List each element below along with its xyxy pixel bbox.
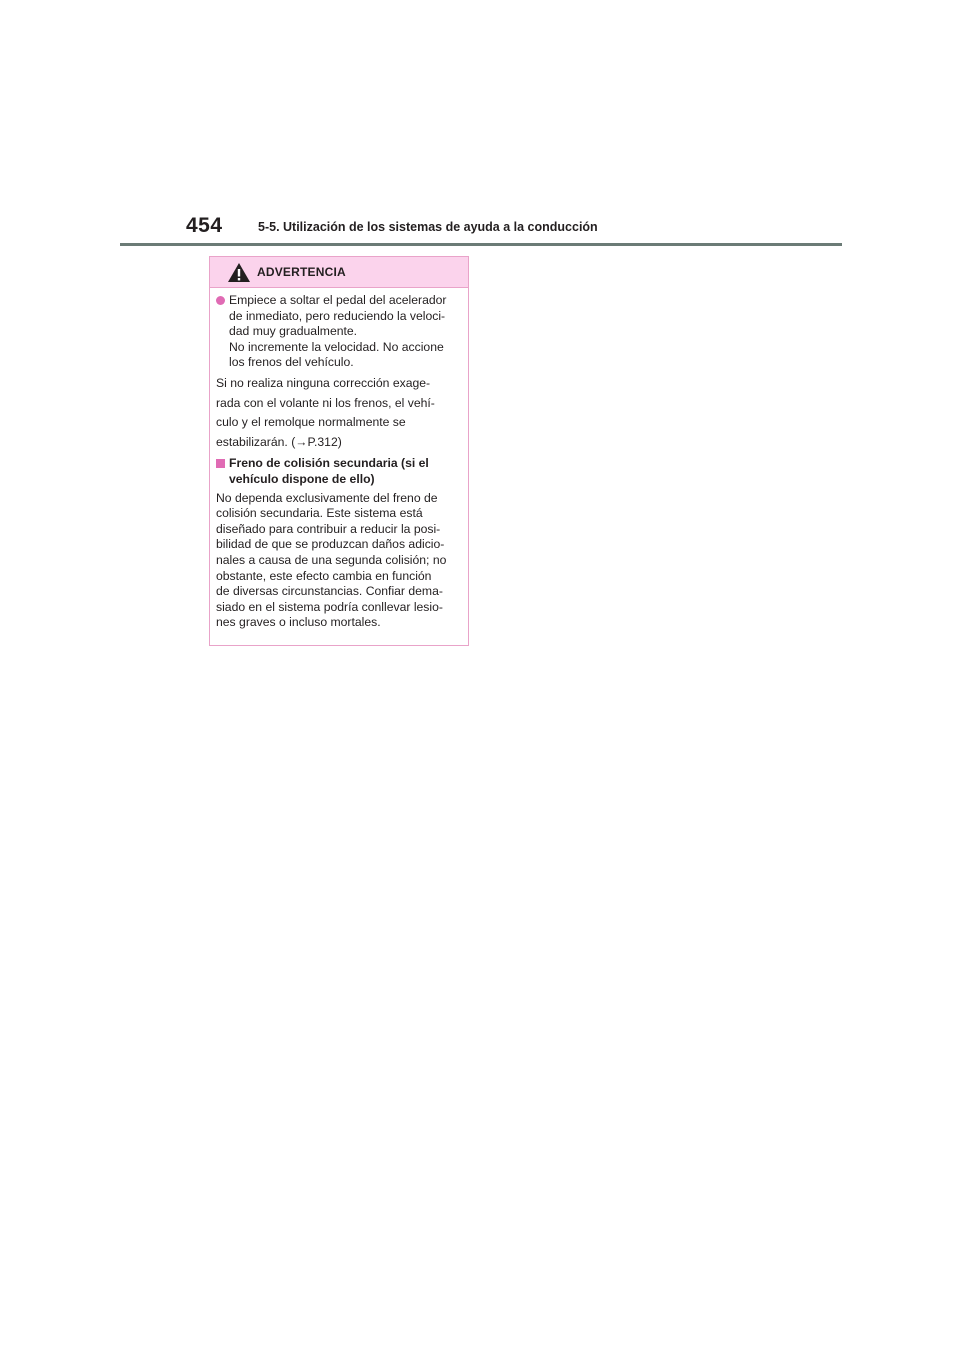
body-line: diseñado para contribuir a reducir la posi- (216, 521, 441, 536)
header-divider (120, 243, 842, 246)
bullet-line: dad muy gradualmente. (229, 324, 358, 339)
subheading (216, 456, 462, 487)
warning-title: ADVERTENCIA (257, 265, 346, 279)
body-line: nales a causa de una segunda colisión; no (216, 552, 447, 567)
warning-triangle-icon (227, 262, 251, 283)
warning-content (210, 288, 468, 631)
paragraph-line: Si no realiza ninguna corrección exage- (216, 375, 431, 390)
body-line: siado en el sistema podría conllevar lesio- (216, 599, 443, 614)
body-text (216, 491, 462, 631)
page-number: 454 (186, 214, 223, 237)
body-line: de diversas circunstancias. Confiar dema- (216, 584, 443, 599)
body-line: nes graves o incluso mortales. (216, 615, 381, 630)
subheading-line: vehículo dispone de ello) (229, 471, 375, 486)
bullet-line: los frenos del vehículo. (229, 355, 354, 370)
body-line: No dependa exclusivamente del freno de (216, 490, 438, 505)
subheading-line: Freno de colisión secundaria (si el (229, 456, 429, 471)
bullet-line: Empiece a soltar el pedal del acelerador (229, 293, 447, 307)
paragraph-line: estabilizarán. (→P.312) (216, 434, 342, 449)
bullet-line: de inmediato, pero reduciendo la veloci- (229, 308, 446, 323)
warning-header (210, 257, 468, 288)
body-line: bilidad de que se produzcan daños adicio- (216, 537, 445, 552)
bullet-item (216, 293, 462, 371)
circle-bullet-icon (216, 296, 225, 305)
square-bullet-icon (216, 459, 225, 468)
section-title: 5-5. Utilización de los sistemas de ayuda a la conducción (258, 220, 598, 234)
warning-box (209, 256, 469, 646)
paragraph-line: culo y el remolque normalmente se (216, 415, 406, 430)
bullet-line: No incremente la velocidad. No accione (229, 339, 444, 354)
body-line: colisión secundaria. Este sistema está (216, 506, 423, 521)
body-line: obstante, este efecto cambia en función (216, 568, 432, 583)
paragraph-line: rada con el volante ni los frenos, el vehí- (216, 395, 435, 410)
